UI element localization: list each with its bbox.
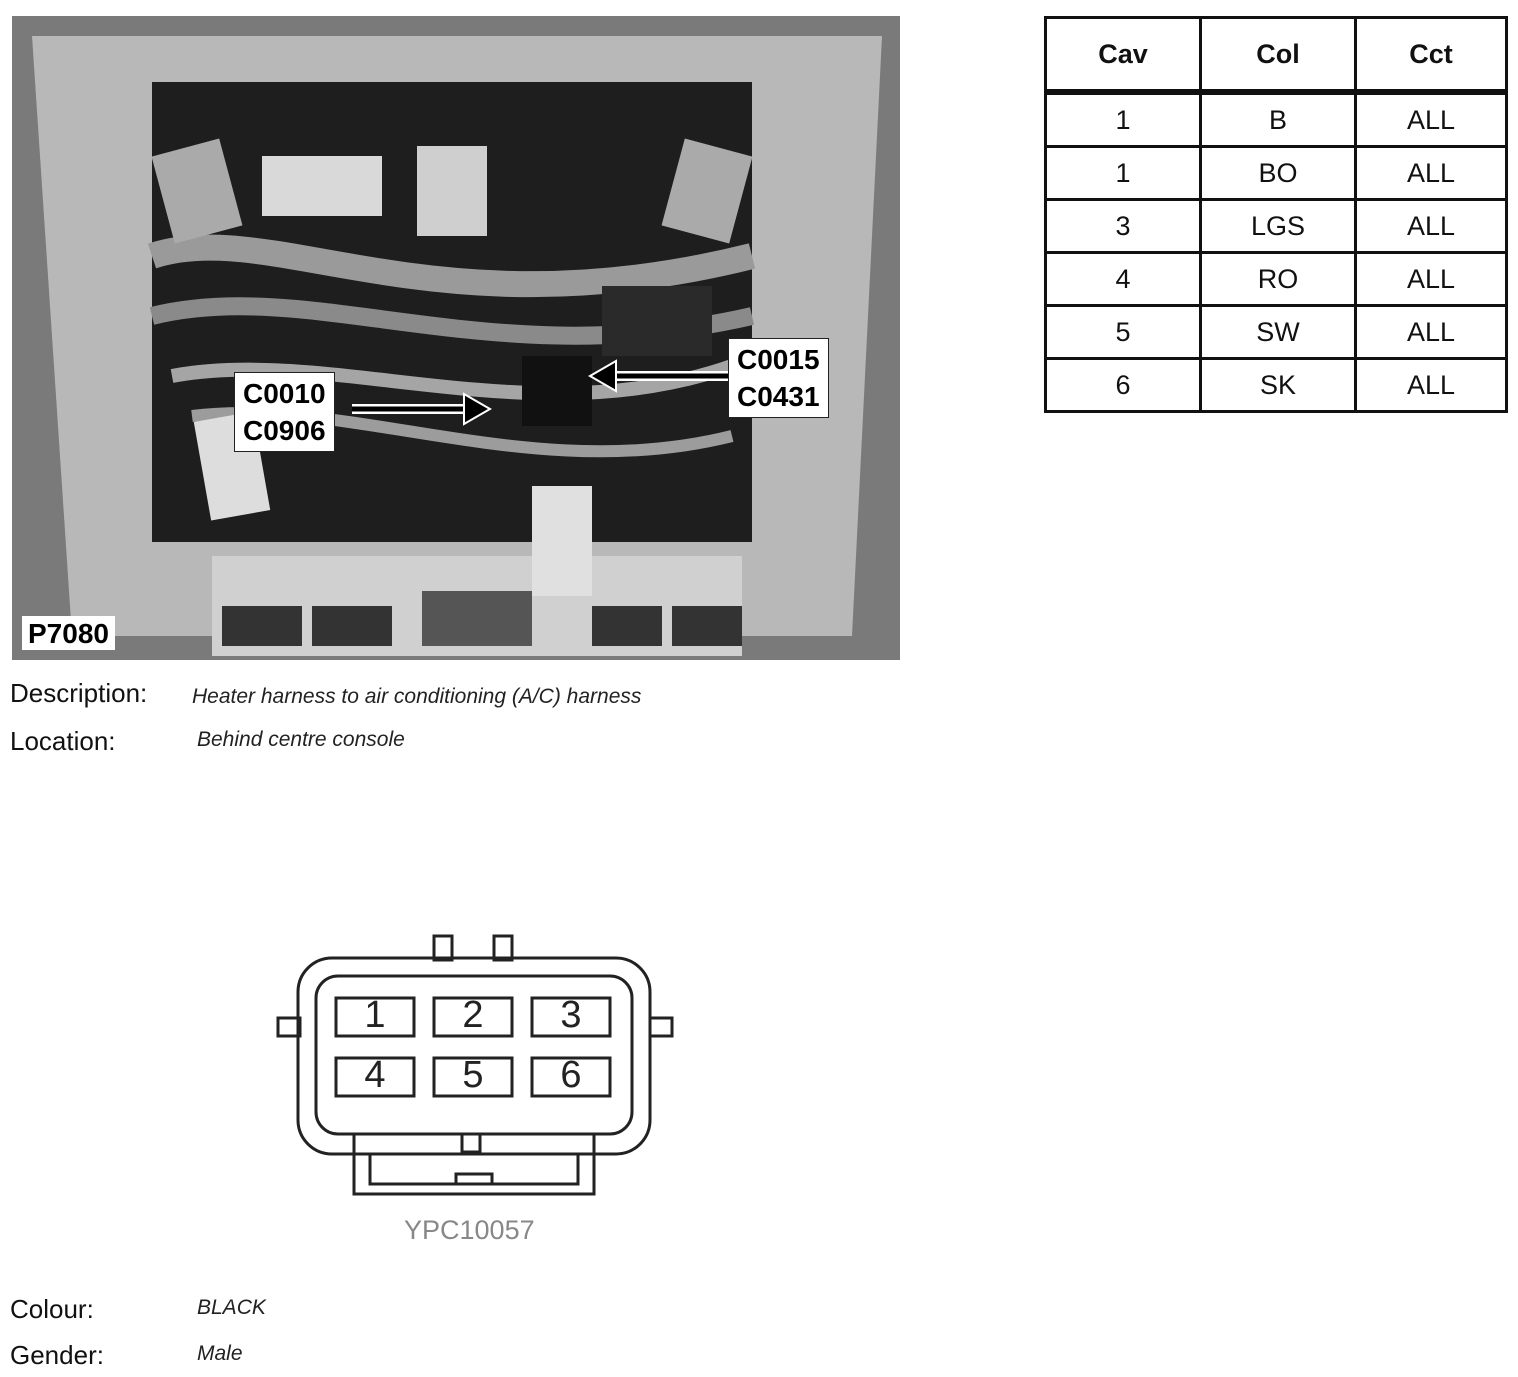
pin-2-label: 2 (462, 994, 484, 1036)
cell-cct: ALL (1356, 306, 1507, 359)
gender-label: Gender: (10, 1340, 104, 1370)
cell-col: SK (1201, 359, 1356, 412)
pin-3-label: 3 (560, 994, 582, 1036)
table-header-row (1046, 18, 1507, 93)
cell-col: SW (1201, 306, 1356, 359)
cell-cct: ALL (1356, 359, 1507, 412)
colour-value: BLACK (197, 1296, 266, 1319)
pin-assignment-table (1044, 16, 1508, 413)
connector-location-photo (12, 16, 900, 660)
table-row (1046, 92, 1507, 147)
connector-face-diagram (270, 930, 680, 1215)
cell-cct: ALL (1356, 253, 1507, 306)
pin-6-label: 6 (560, 1054, 582, 1096)
cell-cav: 6 (1046, 359, 1201, 412)
header-col: Col (1201, 18, 1356, 93)
table-row (1046, 306, 1507, 359)
table-row (1046, 200, 1507, 253)
photo-id: P7080 (22, 616, 115, 650)
cell-col: BO (1201, 147, 1356, 200)
cell-cav: 1 (1046, 147, 1201, 200)
cell-cav: 3 (1046, 200, 1201, 253)
header-cct: Cct (1356, 18, 1507, 93)
description-value: Heater harness to air conditioning (A/C) harness (192, 685, 642, 708)
table-row (1046, 253, 1507, 306)
callout-right-line-2: C0431 (737, 381, 820, 412)
pin-4-label: 4 (364, 1054, 386, 1096)
cell-col: B (1201, 92, 1356, 147)
cell-cav: 4 (1046, 253, 1201, 306)
cell-col: RO (1201, 253, 1356, 306)
location-label: Location: (10, 726, 116, 756)
callout-right-line-1: C0015 (737, 344, 820, 375)
location-value: Behind centre console (197, 728, 405, 751)
callout-left (234, 372, 335, 452)
cell-cct: ALL (1356, 147, 1507, 200)
table-row (1046, 359, 1507, 412)
gender-value: Male (197, 1342, 243, 1365)
cell-cav: 1 (1046, 92, 1201, 147)
callout-left-line-1: C0010 (243, 378, 326, 409)
pin-1-label: 1 (364, 994, 386, 1036)
cell-cav: 5 (1046, 306, 1201, 359)
description-label: Description: (10, 678, 148, 708)
colour-label: Colour: (10, 1294, 94, 1324)
header-cav: Cav (1046, 18, 1201, 93)
table-row (1046, 147, 1507, 200)
callout-right (728, 338, 829, 418)
pin-5-label: 5 (462, 1054, 484, 1096)
connector-code: YPC10057 (404, 1215, 535, 1245)
callout-left-line-2: C0906 (243, 415, 326, 446)
cell-col: LGS (1201, 200, 1356, 253)
cell-cct: ALL (1356, 200, 1507, 253)
cell-cct: ALL (1356, 92, 1507, 147)
